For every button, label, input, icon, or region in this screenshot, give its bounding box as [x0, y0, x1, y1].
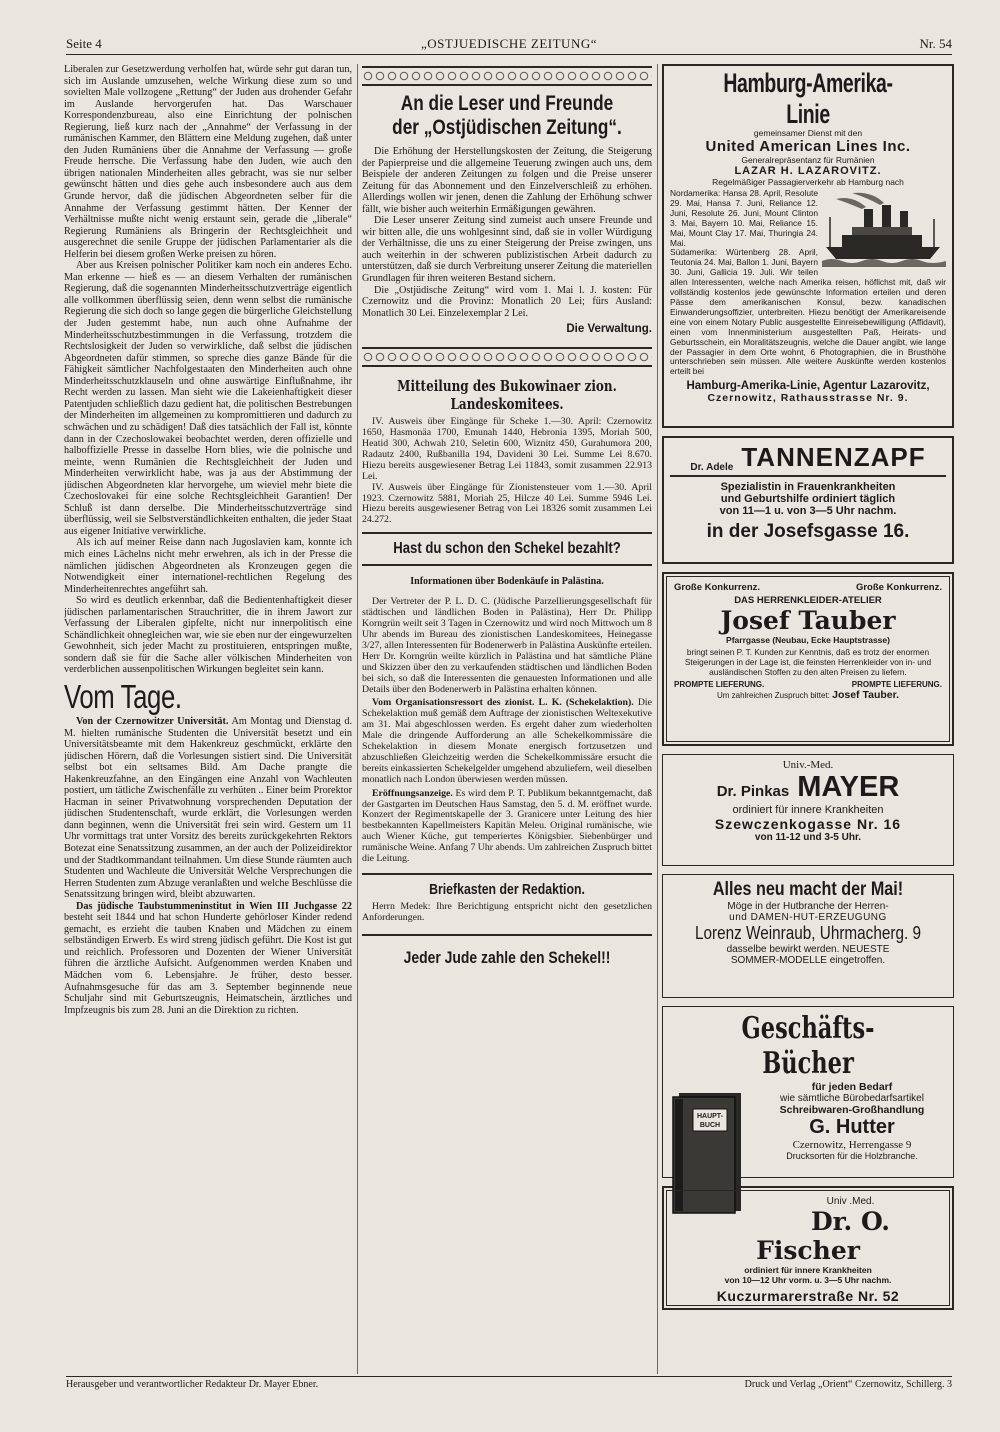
ad-line: Schreibwaren-Großhandlung [779, 1104, 925, 1116]
column-middle [362, 64, 652, 1374]
ad-text: Südamerika: Würtenberg 28. April, Teutonia 24. Mai, Ballon 1. Juni, Bayern 30. Juni, Gallicia 19. Juli. Wir teilen allen Interessenten, welche nach Amerika reisen, höflichst mit, daß wir vollständig kostenlos jede gewünschte Information erteilen und deren Pässe dem amerikanischen Konsul, bezw. kanadischen Einwanderungsoffizier, unterbreiten. Hiezu benötigt der Amerikareisende eine von einem Notary Public ausgestellte Einreisebewilligung (Affidavit), einen vom Innenministerium ausgestellten Paß, Heirats- und Geburtsschein, ein Moralitätszeugnis, welche die Dauer angibt, wie lange der Passagier in dem Orte wohnt, 6 Photographien, die in Brusthöhe unterschrieben sein müssen. Alle weitere Auskünfte werden kostenlos erteilt bei [670, 247, 946, 377]
ad-line: Czernowitz, Rathausstrasse Nr. 9. [707, 392, 909, 405]
column-rule [357, 64, 358, 1374]
ad-line: Generalrepräsentanz für Rumänien [741, 155, 875, 165]
ad-line: Czernowitz, Herrengasse 9 [792, 1139, 912, 1151]
headline-briefkasten: Briefkasten der Redaktion. [429, 881, 585, 899]
news-item-text: besteht seit 1844 und hat schon Hunderte gehörloser Kinder redend gemacht, es erzieht die tauben Knaben und Mädchen zu einem selbständigen Erwerb. Es wird streng jüdisch geführt. Die Kost ist gut und reichlich. Professoren und Dozenten der Wiener Universität führen die ärztliche Aufsicht. Aufgenommen werden Knaben und Mädchen vom 6. Lebensjahre. Je früher, desto besser. Aufnahmsgesuche für das am 3. September beginnende neue Schuljahr sind mit Geburtszeugnis, Heimatschein, ärztliches und Impfzeugnis bis zum 28. Juni an die Direktion zu richten. [64, 912, 352, 1016]
ad-line: von 11-12 und 3-5 Uhr. [754, 832, 862, 843]
article-paragraph: So wird es deutlich erkennbar, daß die Bedientenhaftigkeit dieser jüdischen parlamentarischen Strauchritter, die in ihrem Jawort zur Verfassung der Liberalen gipfelte, nicht nur innerpolitisch eine Schändlichkeit ohnegleichen war, wie sie eben nur der eingewurzelten Gewohnheit, sich jeder Macht zu prostituieren, entspringen mußte, sondern daß sie für die Sache aller völkischen Minderheiten von verderblichen aussenpolitischen Wirkungen begleitet sein kann. [64, 595, 352, 676]
ornamental-border [362, 347, 652, 367]
ad-line: gemeinsamer Dienst mit den [753, 128, 863, 138]
ad-title: TANNENZAPF [741, 442, 926, 472]
column-left [64, 64, 352, 1374]
ad-line: Pfarrgasse (Neubau, Ecke Hauptstrasse) [726, 635, 890, 645]
ad-line: Drucksorten für die Holzbranche. [786, 1151, 918, 1161]
ad-text: Nordamerika: Hansa 28. April, Resolute 29. Mai, Hansa 7. Juni, Reliance 12. Juni, Resolute 26. Juni, Mount Clinton 3. Mai, Bayern 10. Mai, Reliance 15. Mai, Mount Clay 17. Mai, Thuringia 24. Mai. [670, 188, 818, 248]
news-item-title: Von der Czernowitzer Universität. [76, 715, 229, 727]
ad-line: dasselbe bewirkt werden. NEUESTE [726, 944, 890, 955]
news-item-text: Am Montag und Dienstag d. M. hielten rumänische Studenten die Universität besetzt und ein Universitätsbeamte mit dem Hakenkreuz geschmückt, erklärte den jüdischen Hörern, daß die Vorlesungen sistiert sind. Die Universität selbst bot ein seltsames Bild. Am Dache prangte die Hakenkreuzfahne, an den Eingängen eine Anzahl von Wachleuten postiert, um tätliche Zwischenfälle zu verhüten .. Einer beim Prorektor Hacman in seiner Privatwohnung vorsprechenden Deputation der jüdischen Studentenschaft, wurde erklärt, die Vorlesungen werden dann beginnen, wenn die Universität frei sein wird. Gestern um 11 Uhr vormittags trat unter Vorsitz des bereits zurückgekehrten Rektors Botezat eine Senatssitzung zusammen, an der auch der Polizeidirektor und der Stadtkommandant teilnahmen. Um diese Stunde räumten auch Studenten und Wachleute die Universität Welche Versprechungen die Herren Studenten zum Abzuge veranlaßten und welche Beschlüsse die Senatssitzung bringen wird, bleibt abzuwarten. [64, 715, 352, 901]
ad-title: Hamburg-Amerika-Linie [723, 68, 893, 129]
imprint-editor: Herausgeber und verantwortlicher Redakteur Dr. Mayer Ebner. [66, 1379, 319, 1390]
page-number: Seite 4 [66, 36, 102, 51]
headline-landeskomitee: Mitteilung des Bukowinaer zion. Landeskomitees. [397, 377, 617, 414]
ad-line: SOMMER-MODELLE eingetroffen. [730, 955, 886, 966]
ledger-book-illustration [671, 1087, 749, 1217]
ad-text: bringt seinen P. T. Kunden zur Kenntnis, daß es trotz der enormen Steigerungen in der Lage ist, die feinsten Herrenkleider von in- und ausländischen Stoffen zu den alten Preisen zu liefern. [684, 647, 932, 677]
headline-readers: An die Leser und Freunde der „Ostjüdischen Zeitung“. [392, 92, 622, 139]
ad-line: United American Lines Inc. [705, 138, 911, 155]
ad-line: in der Josefsgasse 16. [706, 521, 910, 542]
article-paragraph: Die Leser unserer Zeitung sind zumeist auch unsere Freunde und wir bitten alle, die uns wohlgesinnt sind, daß sie in voller Würdigung der Verhältnisse, die uns zu einer Steigerung der Preise zwingen, uns auch weiterhin in der schweren publizistischen Arbeit dadurch zu unterstützen, daß sie durch Verbreitung unserer Zeitung die materiellen Grundlagen für ihren weiteren Bestand sichern. [362, 215, 652, 285]
imprint-printer: Druck und Verlag „Orient“ Czernowitz, Schillerg. 3 [744, 1379, 952, 1390]
ad-line: Szewczenkogasse Nr. 16 [714, 816, 902, 832]
article-paragraph: Die Erhöhung der Herstellungskosten der Zeitung, die Steigerung der Papierpreise und die allgemeine Teuerung zwingen auch uns, dem Beispiele der anderen Zeitungen zu folgen und die Preise unserer Zeitung für das Abonnement und den Einzelverschleiß zu erhöhen. Allerdings wollen wir jenen, denen die Zahlung der Erhöhung schwer fällt, wie bisher auch weiterhin Ermäßigungen gewähren. [362, 146, 652, 215]
divider [362, 934, 652, 936]
column-ads [662, 64, 954, 1384]
headline-schekel: Hast du schon den Schekel bezahlt? [393, 540, 621, 558]
ad-title: Alles neu macht der Mai! [712, 879, 904, 900]
newspaper-title: „OSTJUEDISCHE ZEITUNG“ [420, 36, 597, 51]
ad-josef-tauber [662, 572, 954, 746]
news-item-text: Es wird dem P. T. Publikum bekanntgemacht, daß der Gastgarten im Deutschen Haus Samstag, den 5. d. M. eröffnet wurde. Konzert der Regimentskapelle der 3. Granicere unter Leitung des hier bestbekannten Kapellmeisters Kapitän Meleu. Original rumänische, wie auch Wiener Küche, gut temperiertes Königsbier. Siebenbürger und rumänische Weine. Anfang 7 Uhr abends. Um zahlreichen Zuspruch bittet die Leitung. [362, 787, 652, 865]
ad-line: ordiniert für innere Krankheiten [732, 804, 884, 816]
ad-line: Große Konkurrenz. [855, 582, 942, 593]
ad-line: von 10—12 Uhr vorm. u. 3—5 Uhr nachm. [724, 1275, 892, 1285]
ad-title: MAYER [797, 771, 900, 803]
ship-illustration [822, 189, 946, 267]
book-label: HAUPT- [696, 1113, 724, 1120]
ad-line: Spezialistin in Frauenkrankheiten [720, 481, 896, 493]
ad-lorenz-weinraub [662, 874, 954, 998]
ad-line: Hamburg-Amerika-Linie, Agentur Lazarovitz, [686, 380, 930, 393]
ad-line: von 11—1 u. von 3—5 Uhr nachm. [719, 505, 897, 517]
signature-verwaltung: Die Verwaltung. [566, 323, 652, 336]
ad-line: und DAMEN-HUT-ERZEUGUNG [729, 912, 887, 923]
article-paragraph: Herrn Medek: Ihre Berichtigung entspricht nicht den gesetzlichen Anforderungen. [362, 901, 652, 923]
article-paragraph: Aber aus Kreisen polnischer Politiker kam noch ein anderes Echo. Man erkenne — hieß es — an diesem Verhalten der rumänischen Regierung, daß die sogenannten Minderheitsschutzverträge eigentlich alle vollkommen überflüssig seien, denn wenn selbst die rumänische Regierung die sich doch so lange gegen die bürgerliche Gleichstellung der Juden gestemmt habe, nun auch ohne Aufnahme der Minderheitsschutzbestimmungen in die Verfassung, trotzdem die Rechtslosigkeit der Juden so verwirkliche, daß selbst die jüdischen Abgeordneten dafür stimmen, so spreche dies ganze Bände für die Fähigkeit sämtlicher Nachfolgestaaten den Minderheiten auch ohne Minderheitsschutzklauseln und ohne auswärtige Einflußnahme, ihr Recht werden zu lassen. Man sieht wie die Lakeienhaftigkeit dieser Patentjuden schließlich dazu gedient hat, die politischen Bestrebungen der Minderheiten im allgemeinen zu kompromittieren und dadurch zu schwächen und zu schädigen! Daß dies tatsächlich der Fall ist, könnte dann in der Czechoslowakei beobachtet werden, deren offizielle und halboffizielle Presse in dasselbe Horn blies, wie die polnische und meinte, wenn Rumänien die Rechtsgleichheit der Juden und Minderheiten verwirklicht habe, was ja aus der Abstimmung der jüdischen Abgeordneten klar hervorgehe, um wieviel mehr biete die Czechoslovakei für eine solche Rechtsgleichheit Garantien! Der Schluß ist dann derselbe. Die Minderheitsschutzverträge sind überflüssig, weil sie Selbstverständlichkeiten enthalten, die jeder Staat aus eigener Initiative verwirkliche. [64, 260, 352, 537]
news-item-title: Vom Organisationsressort des zionist. L. K. (Schekelaktion). [372, 697, 634, 709]
ad-line: für jeden Bedarf [811, 1081, 893, 1093]
ornamental-border [362, 66, 652, 86]
book-label: BUCH [699, 1122, 721, 1129]
news-item-text: Die Schekelaktion muß gemäß dem Auftrage der zionistischen Weltexekutive am 31. Mai abgeschlossen werden. Es ergeht daher zum wiederholten Male die dringende Aufforderung an alle Schekelkommissäre die Schekelaktion in diesem Monate energisch fortzusetzen und abzuschließen Gleichzeitig werden die Schekelkommissäre ersucht die bereits einkassierten Schekelgelder umgehend abzuliefern, weil dieselben monatlich nach London überwiesen werden müssen. [362, 697, 652, 785]
ad-hamburg-amerika-linie [662, 64, 954, 428]
ad-line: G. Hutter [809, 1116, 895, 1138]
article-paragraph: Die „Ostjüdische Zeitung“ wird vom 1. Mai l. J. kosten: Für Czernowitz und die Provinz: Monatlich 20 Lei; fürs Ausland: Monatlich 30 Lei. Einzelexemplar 2 Lei. [362, 284, 652, 319]
article-paragraph: Der Vertreter der P. L. D. C. (Jüdische Parzellierungsgesellschaft für städtischen und ländlichen Boden in Palästina), Herr Dr. Philipp Korngrün weilt seit 3 Tagen in Czernowitz und wird noch Mittwoch um 8 Uhr abends im Bureau des zionistischen Landeskomitees, Heinegasse 3/27, allen Interessenten für Bodenerwerb in Palästina Auskünfte erteilen. Herr Dr. Korngrün weilte kürzlich in Palästina und hat sämtliche Pläne und Skizzen über den zu verkaufenden städtischen und ländlichen Boden bei sich, so daß die Interessenten die genauesten Informationen und alle Details über den Bodenerwerb in Palästina erhalten können. [362, 596, 652, 695]
page-header [66, 34, 952, 55]
article-paragraph: IV. Ausweis über Eingänge für Zionistensteuer vom 1.—30. April 1923. Czernowitz 5881, Moriah 25, Hilcze 40 Lei. Summe 5946 Lei. Hiezu bereits ausgewiesener Betrag von Lei 18326 somit zusammen Lei 24.272. [362, 481, 652, 526]
ad-line: Lorenz Weinraub, Uhrmacherg. 9 [695, 923, 921, 943]
headline-jeder-jude: Jeder Jude zahle den Schekel!! [403, 947, 611, 967]
ad-line: und Geburtshilfe ordiniert täglich [720, 493, 896, 505]
divider [362, 564, 652, 566]
ad-line: PROMPTE LIEFERUNG. [851, 679, 942, 689]
ad-line: wie sämtliche Bürobedarfsartikel [780, 1093, 924, 1104]
news-item-title: Informationen über Bodenkäufe in Palästina. [410, 576, 604, 588]
ad-line: LAZAR H. LAZAROVITZ. [734, 165, 882, 177]
ad-pinkas-mayer [662, 754, 954, 866]
ad-title: Geschäfts-Bücher [741, 1011, 875, 1081]
ad-line: Große Konkurrenz. [674, 582, 761, 593]
section-heading-vom-tage: Vom Tage. [64, 677, 182, 715]
ad-line: Möge in der Hutbranche der Herren- [727, 901, 889, 912]
ad-line: ordiniert für innere Krankheiten [744, 1265, 872, 1275]
ad-tannenzapf [662, 436, 954, 564]
ad-line: Regelmäßiger Passagierverkehr ab Hamburg nach [712, 177, 904, 187]
ad-title: Josef Tauber [720, 606, 896, 635]
news-item-title: Das jüdische Taubstummeninstitut in Wien III Juchgasse 22 [76, 900, 352, 912]
page-footer [66, 1376, 952, 1390]
divider [362, 532, 652, 534]
divider [362, 873, 652, 875]
article-paragraph: IV. Ausweis über Eingänge für Scheke 1.—30. April: Czernowitz 1650, Hasmonäa 1700, Emunah 1440, Hebronia 1395, Moriah 500, Heatid 300, Achwah 210, Seletin 600, Wiznitz 450, Gurahumora 200, Radautz 2400, Rußbanilla 194, Davideni 30 Lei. Summe Lei 8.670. Hiezu bereits ausgewiesener Betrag Lei 11843, somit zusammen 22.913 Lei. [362, 416, 652, 482]
ad-line: Josef Tauber. [832, 688, 900, 701]
ad-title: Dr. O. Fischer [756, 1207, 890, 1265]
column-rule [657, 64, 658, 1374]
ad-line: Dr. Pinkas [716, 783, 790, 800]
ad-line: Dr. Adele [690, 462, 734, 473]
article-paragraph: Als ich auf meiner Reise dann nach Jugoslavien kam, konnte ich mich eines Lächelns nicht mehr erwehren, als ich in der Presse die nämlichen jüdischen Abgeordneten als Kronzeugen gegen die Notwendigkeit einer internationel-rechtlichen Regelung des Minderheitenrechtes angeführt sah. [64, 537, 352, 595]
issue-number: Nr. 54 [919, 36, 952, 51]
article-paragraph: Liberalen zur Gesetzwerdung verholfen hat, würde sehr gut daran tun, sich im Auslande umzusehen, welche Wirkung diese zum so und sovielten Male vollzogene „Rettung“ der Juden aus drohender Gefahr im Auslande hervorgerufen hat. Das Warschauer Korrespondenzbureau, also eine Einrichtung der polnischen Regierung, ließ kurz nach der „Annahme“ der Verfassung in der rumänischen Kammer, den Blättern eine Meldung zugehen, daß unter den Juden Rumäniens über die Annahme der Verfassung — große Freude herrsche. Die Verfassung habe den Juden, wie auch den übrigen nationalen Minderheiten alles gebracht, was sie nur selber gewünscht hätten und dies gehe auch insbesondere auch aus dem Grunde hervor, daß die jüdischen Abgeordneten selber für die Annahme der Verfassung gestimmt hätten. Der Kenner der Verhältnisse mußte nicht wenig erstaunt sein, gerade die „liberale“ Regierung Rumäniens als Bringerin der Rechtsgleichheit und ausgerechnet die senile Gruppe der jüdischen Parlamentarier als die Helferin bei diesem großen Werke preisen zu hören. [64, 64, 352, 260]
news-item-title: Eröffnungsanzeige. [372, 787, 453, 799]
ad-line: Univ.-Med. [782, 759, 834, 771]
ad-line: Kuczurmarerstraße Nr. 52 [716, 1288, 900, 1304]
ad-line: Univ .Med. [826, 1196, 875, 1207]
ad-line: DAS HERRENKLEIDER-ATELIER [734, 595, 882, 606]
ad-line: Um zahlreichen Zuspruch bittet: [716, 690, 830, 700]
ad-g-hutter [662, 1006, 954, 1178]
ad-line: PROMPTE LIEFERUNG. [674, 679, 765, 689]
